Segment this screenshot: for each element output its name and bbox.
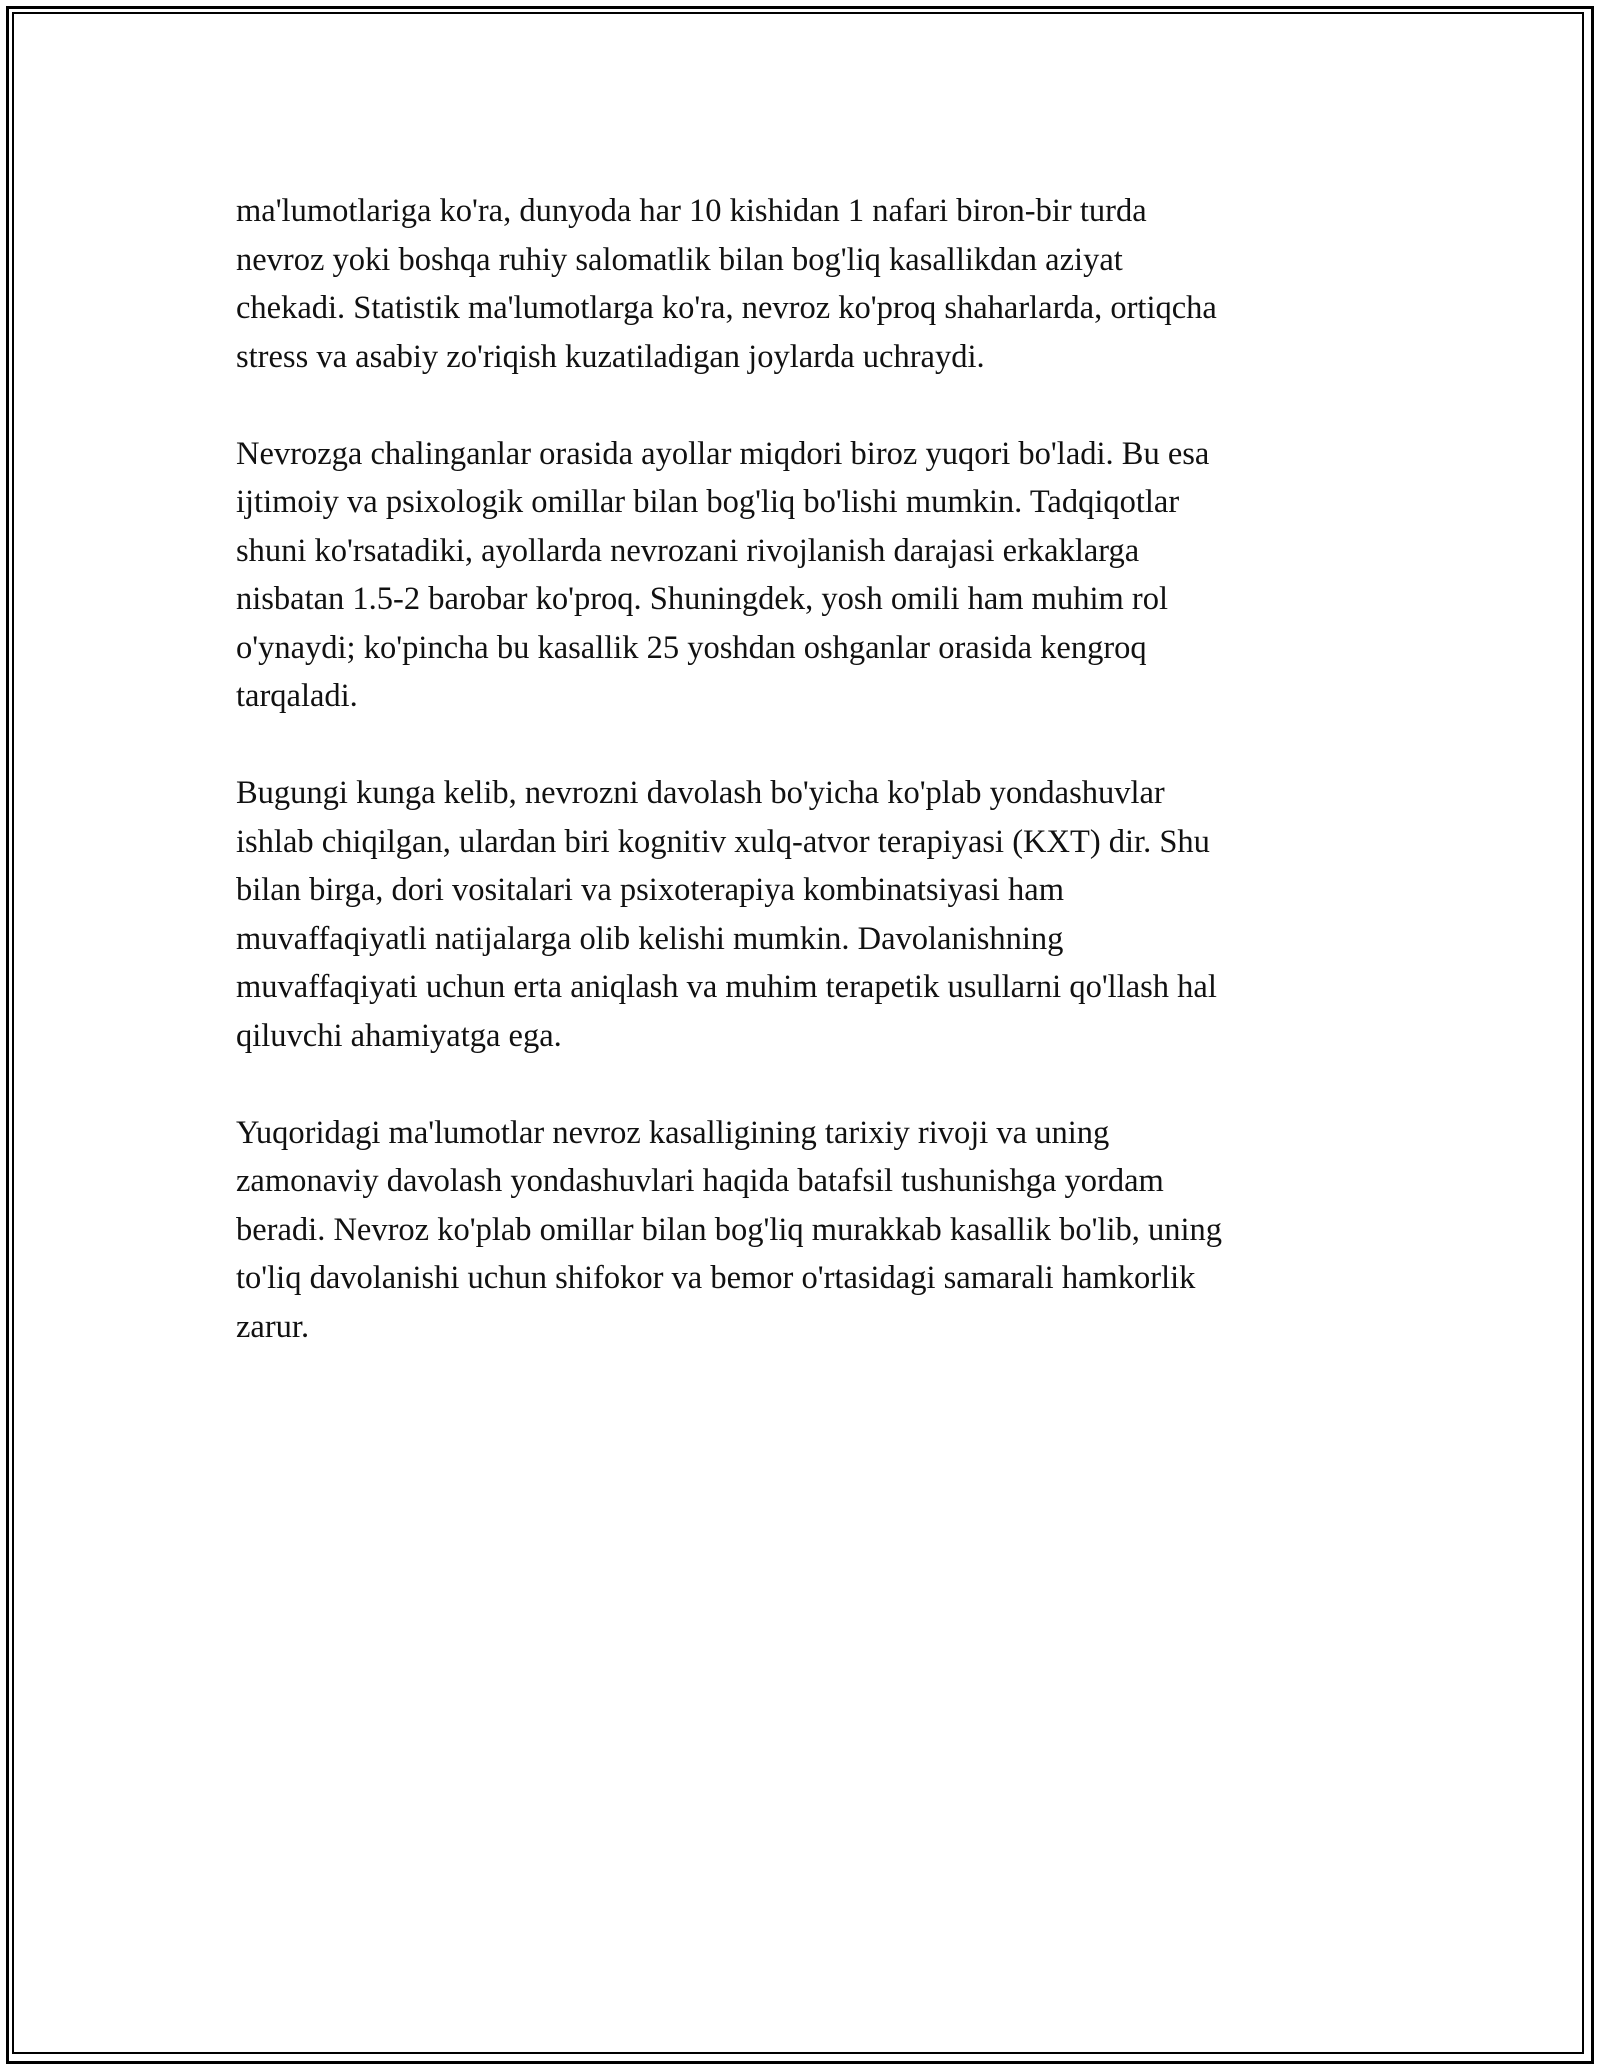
paragraph-statistics: ma'lumotlariga ko'ra, dunyoda har 10 kishidan 1 nafari biron-bir turda nevroz yoki boshqa ruhiy salomatlik bilan bog'liq kasallikdan aziyat chekadi. Statistik ma'lumotlarga ko'ra, nevroz ko'proq shaharlarda, ortiqcha stress va asabiy zo'riqish kuzatiladigan joylarda uchraydi. (236, 193, 1217, 375)
paragraph-conclusion: Yuqoridagi ma'lumotlar nevroz kasalligining tarixiy rivoji va uning zamonaviy davolash yondashuvlari haqida batafsil tushunishga yordam beradi. Nevroz ko'plab omillar bilan bog'liq murakkab kasallik bo'lib, uning to'liq davolanishi uchun shifokor va bemor o'rtasidagi samarali hamkorlik zarur. (236, 1114, 1223, 1345)
document-body (236, 187, 1366, 1400)
paragraph-treatment: Bugungi kunga kelib, nevrozni davolash bo'yicha ko'plab yondashuvlar ishlab chiqilgan, ulardan biri kognitiv xulq-atvor terapiyasi (KXT) dir. Shu bilan birga, dori vositalari va psixoterapiya kombinatsiyasi ham muvaffaqiyatli natijalarga olib kelishi mumkin. Davolanishning muvaffaqiyati uchun erta aniqlash va muhim terapetik usullarni qo'llash hal qiluvchi ahamiyatga ega. (236, 775, 1217, 1054)
paragraph-gender-age: Nevrozga chalinganlar orasida ayollar miqdori biroz yuqori bo'ladi. Bu esa ijtimoiy va psixologik omillar bilan bog'liq bo'lishi mumkin. Tadqiqotlar shuni ko'rsatadiki, ayollarda nevrozani rivojlanish darajasi erkaklarga nisbatan 1.5-2 barobar ko'proq. Shuningdek, yosh omili ham muhim rol o'ynaydi; ko'pincha bu kasallik 25 yoshdan oshganlar orasida kengroq tarqaladi. (236, 435, 1210, 714)
